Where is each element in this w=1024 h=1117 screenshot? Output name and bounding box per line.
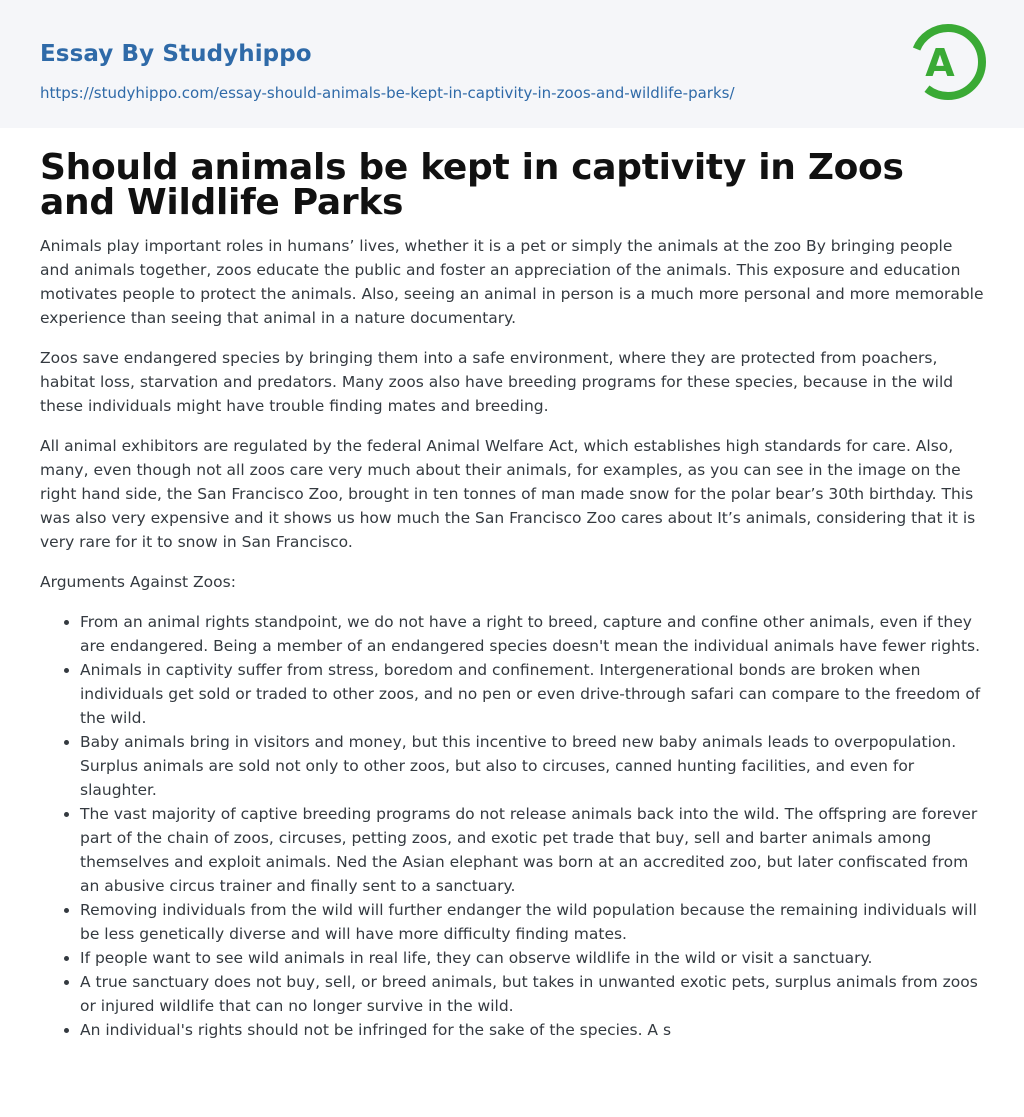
paragraph: Animals play important roles in humans’ lives, whether it is a pet or simply the animals at the zoo By bringing people and animals together, zoos educate the public and foster an appreciation of the animals. This exposure and education motivates people to protect the animals. Also, seeing an animal in person is a much more personal and more memorable experience than seeing that animal in a nature documentary.	[40, 237, 984, 327]
site-header	[0, 0, 1024, 128]
brand-title[interactable]: Essay By Studyhippo	[40, 41, 312, 67]
studyhippo-logo-icon[interactable]	[908, 18, 988, 106]
logo-letter: A	[925, 41, 955, 85]
arguments-list	[40, 610, 984, 1042]
paragraph: Zoos save endangered species by bringing them into a safe environment, where they are protected from poachers, habitat loss, starvation and predators. Many zoos also have breeding programs for these species, because in the wild these individuals might have trouble finding mates and breeding.	[40, 349, 954, 415]
list-item: • An individual's rights should not be infringed for the sake of the species. A s	[80, 1018, 984, 1042]
source-url-link[interactable]: https://studyhippo.com/essay-should-animals-be-kept-in-captivity-in-zoos-and-wildlife-parks/	[40, 84, 735, 102]
list-item: • Animals in captivity suffer from stress, boredom and confinement. Intergenerational bonds are broken when individuals get sold or traded to other zoos, and no pen or even drive-through safari can compare to the freedom of the wild.	[80, 658, 984, 730]
list-item: • If people want to see wild animals in real life, they can observe wildlife in the wild or visit a sanctuary.	[80, 946, 984, 970]
list-item: • The vast majority of captive breeding programs do not release animals back into the wild. The offspring are forever part of the chain of zoos, circuses, petting zoos, and exotic pet trade that buy, sell and barter animals among themselves and exploit animals. Ned the Asian elephant was born at an accredited zoo, but later confiscated from an abusive circus trainer and finally sent to a sanctuary.	[80, 802, 984, 898]
article-title: Should animals be kept in captivity in Zoos and Wildlife Parks	[40, 147, 904, 223]
list-item: • From an animal rights standpoint, we do not have a right to breed, capture and confine other animals, even if they are endangered. Being a member of an endangered species doesn't mean the individual animals have fewer rights.	[80, 610, 984, 658]
list-item: • Removing individuals from the wild will further endanger the wild population because the remaining individuals will be less genetically diverse and will have more difficulty finding mates.	[80, 898, 984, 946]
list-item: • A true sanctuary does not buy, sell, or breed animals, but takes in unwanted exotic pets, surplus animals from zoos or injured wildlife that can no longer survive in the wild.	[80, 970, 984, 1018]
list-item: • Baby animals bring in visitors and money, but this incentive to breed new baby animals leads to overpopulation. Surplus animals are sold not only to other zoos, but also to circuses, canned hunting facilities, and even for slaughter.	[80, 730, 984, 802]
arguments-against-heading: Arguments Against Zoos:	[40, 573, 236, 591]
paragraph: All animal exhibitors are regulated by the federal Animal Welfare Act, which establishes high standards for care. Also, many, even though not all zoos care very much about their animals, for examples, as you can see in the image on the right hand side, the San Francisco Zoo, brought in ten tonnes of man made snow for the polar bear’s 30th birthday. This was also very expensive and it shows us how much the San Francisco Zoo cares about It’s animals, considering that it is very rare for it to snow in San Francisco.	[40, 437, 976, 551]
article-body	[0, 147, 1024, 1042]
